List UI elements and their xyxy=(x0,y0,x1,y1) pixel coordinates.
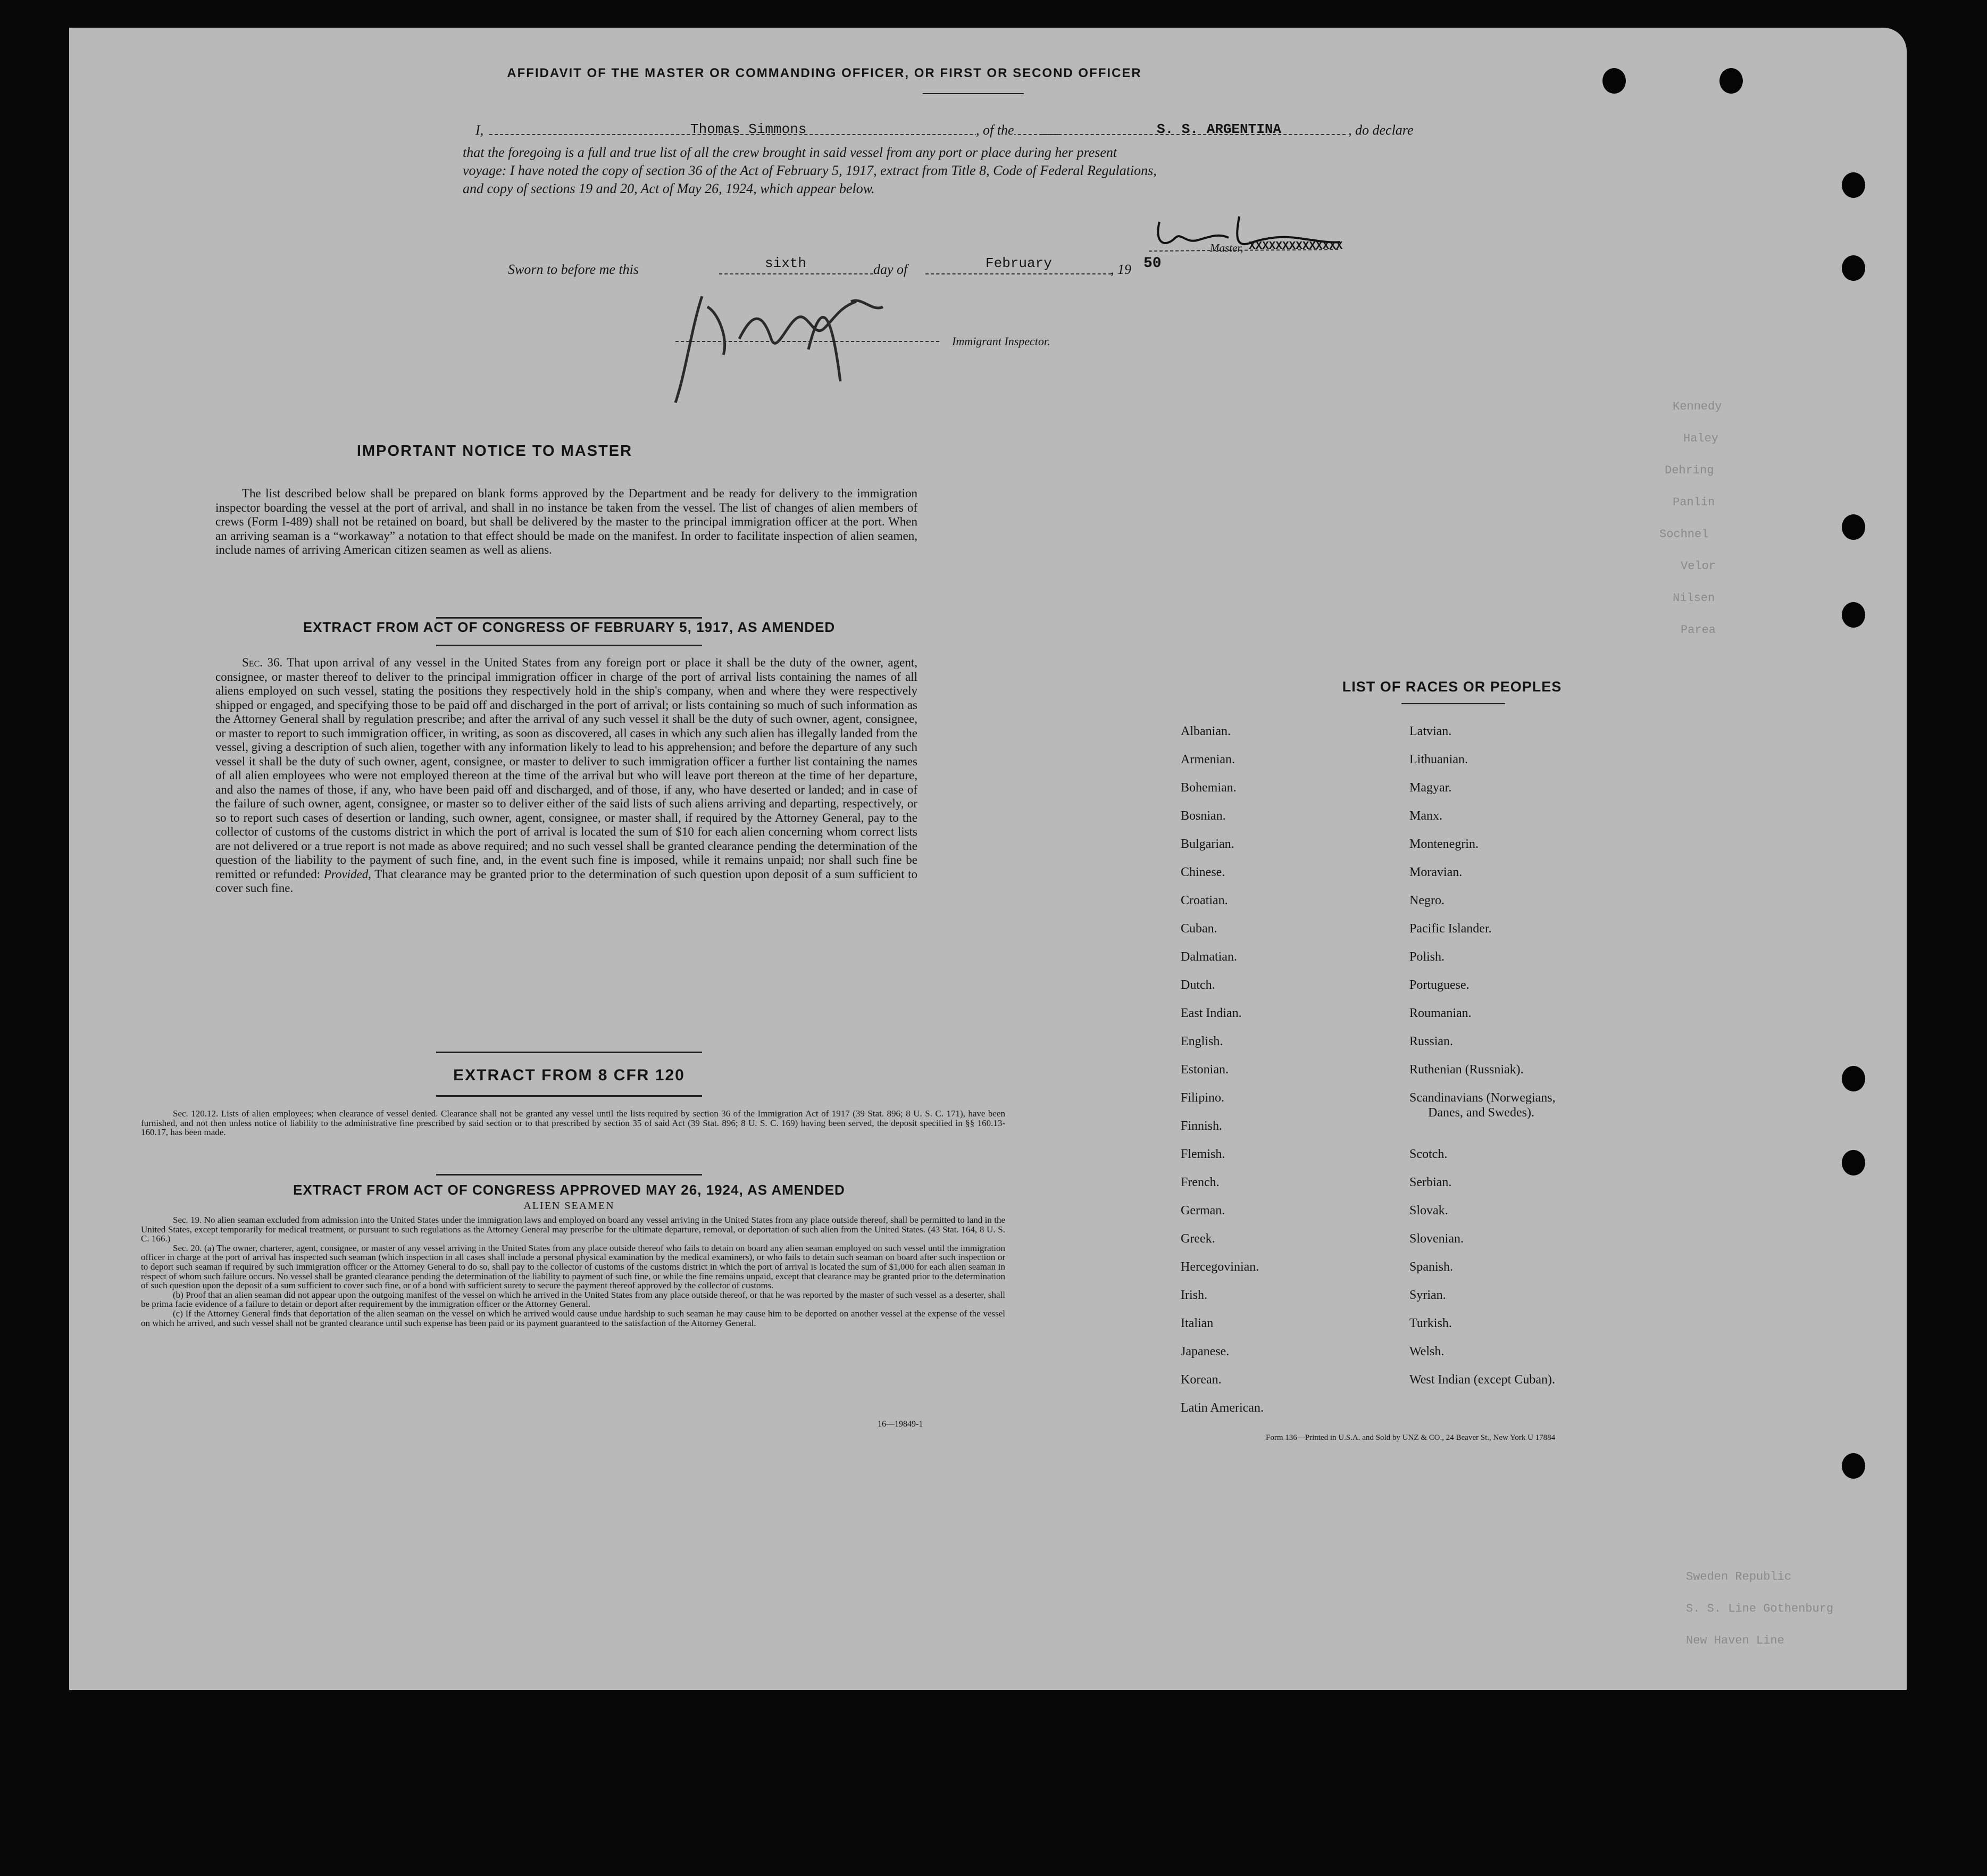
sworn-label: Sworn to before me this xyxy=(508,262,639,277)
section-rule xyxy=(436,617,702,619)
master-name: Thomas Simmons xyxy=(690,121,807,137)
race-item: Polish. xyxy=(1409,950,1445,964)
inspector-signature xyxy=(670,275,947,413)
race-item: Portuguese. xyxy=(1409,978,1470,992)
race-item: Latin American. xyxy=(1181,1401,1264,1415)
month-line xyxy=(925,273,1112,274)
race-item: English. xyxy=(1181,1035,1223,1048)
punch-hole xyxy=(1602,68,1626,94)
race-item: Ruthenian (Russniak). xyxy=(1409,1063,1524,1077)
punch-hole xyxy=(1842,514,1865,540)
punch-hole xyxy=(1842,1150,1865,1175)
race-item: Hercegovinian. xyxy=(1181,1260,1259,1274)
affidavit-body: that the foregoing is a full and true list of all the crew brought in said vessel from any port or place during her present voyage: I have noted the copy of section 36 of the Act of February 5, 1917, extract from Title 8, Code of Federal Regulations, and copy of sections 19 and 20, Act of May 26, 1924, which appear below. xyxy=(463,145,1157,196)
race-item: Cuban. xyxy=(1181,922,1217,936)
race-item: Armenian. xyxy=(1181,753,1235,766)
race-item: Italian xyxy=(1181,1316,1214,1330)
extract-1924-text xyxy=(141,1215,1005,1328)
section-rule xyxy=(436,645,702,646)
title-rule xyxy=(923,93,1024,94)
race-item: Russian. xyxy=(1409,1035,1454,1048)
race-item: Welsh. xyxy=(1409,1345,1445,1358)
race-item: Spanish. xyxy=(1409,1260,1454,1274)
race-item: Croatian. xyxy=(1181,894,1228,907)
extract-1917-title: EXTRACT FROM ACT OF CONGRESS OF FEBRUARY 5, 1917, AS AMENDED xyxy=(303,619,836,635)
race-item: Latvian. xyxy=(1409,724,1452,738)
day-line xyxy=(719,273,873,274)
master-label: Master, xyxy=(1210,241,1243,254)
race-item: Bulgarian. xyxy=(1181,837,1234,851)
month-value: February xyxy=(986,255,1052,271)
day-value: sixth xyxy=(765,255,807,271)
race-item: Korean. xyxy=(1181,1373,1222,1387)
affidavit-title: AFFIDAVIT OF THE MASTER OR COMMANDING OFFICER, OR FIRST OR SECOND OFFICER xyxy=(507,66,1142,80)
form-code: 16—19849-1 xyxy=(878,1420,923,1429)
day-of-label: day of xyxy=(873,262,908,277)
race-item: German. xyxy=(1181,1204,1225,1218)
punch-hole xyxy=(1842,1453,1865,1479)
year-value: 50 xyxy=(1143,255,1162,272)
extract-cfr-text: Sec. 120.12. Lists of alien employees; when clearance of vessel denied. Clearance shall not be granted any vessel until the lists required by section 36 of the Immigration Act of 1917 (39 Stat. 896; 8 U. S. C. 171), have been furnished, and not then unless notice of liability to the administrative fine prescribed by said section or to that prescribed by section 35 of said Act (39 Stat. 896; 8 U. S. C. 169) having been served, the deposit specified in §§ 160.13-160.17, has been made. xyxy=(141,1108,1005,1138)
race-item: Turkish. xyxy=(1409,1316,1452,1330)
extract-1917-text: Sec. 36. That upon arrival of any vessel in the United States from any foreign port or place it shall be the duty of the owner, agent, consignee, or master thereof to deliver to the principal immigration officer in charge of the port of arrival lists containing the names of all aliens employed on such vessel, stating the positions they respectively hold in the ship's company, when and where they were respectively shipped or engaged, and specifying those to be paid off and discharged in the port of arrival; or lists containing so much of such information as the Attorney General shall by regulation prescribe; and after the arrival of any such vessel it shall be the duty of such owner, agent, consignee, or master to report to such immigration officer, in writing, as soon as discovered, all cases in which any such alien has illegally landed from the vessel, giving a description of such alien, together with any information likely to lead to his apprehension; and before the departure of any such vessel it shall be the duty of such owner, agent, consignee, or master to deliver to such immigration officer a further list containing the names of all alien employees who were not employed thereon at the time of the arrival but who will leave port thereon at the time of her departure, and also the names of those, if any, who have been paid off and discharged, and of those, if any, who have deserted or landed; and in case of the failure of such owner, agent, consignee, or master so to deliver either of the said lists of such aliens arriving and departing, respectively, or so to report such cases of desertion or landing, such owner, agent, consignee, or master shall, if required by the Attorney General, pay to the collector of customs of the customs district in which the port of arrival is located the sum of $10 for each alien concerning whom correct lists are not delivered or a true report is not made as above required; and no such vessel shall be granted clearance pending the determination of the question of the liability to the payment of such fine, and, in the event such fine is imposed, while it remains unpaid; nor shall such fine be remitted or refunded: Provided, That clearance may be granted prior to the determination of such question upon deposit of a sum sufficient to cover such fine. xyxy=(215,656,917,895)
master-struck-title: XXXXXXXXXXXXXX xyxy=(1249,240,1343,253)
sec-20a-text: Sec. 20. (a) The owner, charterer, agent, consignee, or master of any vessel arriving in the United States from any place outside thereof who fails to detain on board any alien seaman employed on such vessel until the immigration officer in charge at the port of arrival has inspected such seaman (which inspection in all cases shall include a personal physical examination by the medical examiners), or who fails to detain such seaman on board after such inspection or to deport such seaman if required by such immigration officer or the Attorney General to do so, shall pay to the collector of customs of the customs district in which the port of arrival is located the sum of $1,000 for each alien seaman in respect of whom such failure occurs. No vessel shall be granted clearance pending the determination of the liability to payment of such fine, or while the fine remains unpaid, except that clearance may be granted prior to the determination of such question upon the deposit of a sum sufficient to cover such fine, or of a bond with sufficient surety to secure the payment thereof approved by the collector of customs. xyxy=(141,1243,1005,1291)
race-item: Irish. xyxy=(1181,1288,1207,1302)
extract-cfr-title: EXTRACT FROM 8 CFR 120 xyxy=(453,1066,685,1084)
races-rule xyxy=(1401,703,1505,704)
affidavit-pronoun: I, xyxy=(475,122,484,138)
race-item: Dutch. xyxy=(1181,978,1215,992)
race-item: Moravian. xyxy=(1409,865,1463,879)
race-item: Serbian. xyxy=(1409,1175,1452,1189)
of-the-label: , of the xyxy=(976,122,1014,138)
race-item: Syrian. xyxy=(1409,1288,1446,1302)
race-item: Greek. xyxy=(1181,1232,1215,1246)
punch-hole xyxy=(1842,172,1865,198)
do-declare-label: , do declare xyxy=(1348,122,1414,138)
inspector-label: Immigrant Inspector. xyxy=(952,335,1050,348)
document-page: Kennedy Haley Dehring Panlin Sochnel Velor Nilsen Parea Sweden Republic S. S. Line Gothenburg New Haven Line AFFIDAVIT OF THE MASTER OR COMMANDING OFFICER, OR FIRST OR SECOND OFFICER I, Thomas Simmons , of the S. S. ARGENTINA , do declare that the foregoing is a full and true list of all the crew brought in said vessel from any port or place during her present voyage: I have noted the copy of section 36 of the Act of February 5, 1917, extract from Title 8, Code of Federal Regulations, and copy of sections 19 and 20, Act of May 26, 1924, which appear below. Master, XXXXXXXXXXXXXX Sworn to before me this sixth day of February , 19 50 Immigrant Inspector. IMPORTANT NOTICE TO MASTER The list described below shall be prepared on blank forms approved by the Department and be ready for delivery to the immigration inspector boarding the vessel at the port of arrival, and shall in no instance be taken from the vessel. The list of changes of alien members of crews (Form I-489) shall not be retained on board, but shall be delivered by the master to the principal immigration officer at the port. When an arriving seaman is a “workaway” a notation to that effect should be made on the manifest. In order to facilitate inspection of alien seamen, include names of arriving American citizen seamen as well as aliens. EXTRACT FROM ACT OF CONGRESS OF FEBRUARY 5, 1917, AS AMENDED Sec. 36. That upon arrival of any vessel in the United States from any foreign port or place it shall be the duty of the owner, agent, consignee, or master thereof to deliver to the principal immigration officer in charge of the port of arrival lists containing the names of all aliens employed on such vessel, stating the positions they respectively hold in the ship's company, when and where they were respectively shipped or engaged, and specifying those to be paid off and discharged in the port of arrival; or lists containing so much of such information as the Attorney General shall by regulation prescribe; and after the arrival of any such vessel it shall be the duty of such owner, agent, consignee, or master to report to such immigration officer, in writing, as soon as discovered, all cases in which any such alien has illegally landed from the vessel, giving a description of such alien, together with any information likely to lead to his apprehension; and before the departure of any such vessel it shall be the duty of such owner, agent, consignee, or master to deliver to such immigration officer a further list containing the names of all alien employees who were not employed thereon at the time of the arrival but who will leave port thereon at the time of her departure, and also the names of those, if any, who have been paid off and discharged, and of those, if any, who have deserted or landed; and in case of the failure of such owner, agent, consignee, or master so to deliver either of the said lists of such aliens arriving and departing, respectively, or so to report such cases of desertion or landing, such owner, agent, consignee, or master shall, if required by the Attorney General, pay to the collector of customs of the customs district in which the port of arrival is located the sum of $10 for each alien concerning whom correct lists are not delivered or a true report is not made as above required; and no such vessel shall be granted clearance pending the determination of the question of the liability to the payment of such fine, and, in the event such fine is imposed, while it remains unpaid; nor shall such fine be remitted or refunded: Provided, That clearance may be granted prior to the determination of such question upon deposit of a sum sufficient to cover such fine. EXTRACT FROM 8 CFR 120 Sec. 120.12. Lists of alien employees; when clearance of vessel denied. Clearance shall not be granted any vessel until the lists required by section 36 of the Immigration Act of 1917 (39 Stat. 896; 8 U. S. C. 171), have been furnished, and not then unless notice of liability to the administrative fine prescribed by said section or to that prescribed by section 35 of said Act (39 Stat. 896; 8 U. S. C. 169) having been served, the deposit specified in §§ 160.13-160.17, has been made. EXTRACT FROM ACT OF CONGRESS APPROVED MAY 26, 1924, AS AMENDED ALIEN SEAMEN Sec. 19. No alien seaman excluded from admission into the United States under the immigration laws and employed on board any vessel arriving in the United States from any place outside thereof, shall be permitted to land in the United States, except temporarily for medical treatment, or pursuant to such regulations as the Attorney General may prescribe for the ultimate departure, removal, or deportation of such alien from the United States. (43 Stat. 164, 8 U. S. C. 166.) Sec. 20. (a) The owner, charterer, agent, consignee, or master of any vessel arriving in the United States from any place outside thereof who fails to detain on board any alien seaman employed on such vessel until the immigration officer in charge at the port of arrival has inspected such seaman (which inspection in all cases shall include a personal physical examination by the medical examiners), or who fails to detain such seaman on board after such inspection or to deport such seaman if required by such immigration officer or the Attorney General to do so, shall pay to the collector of customs of the customs district in which the port of arrival is located the sum of $1,000 for each alien seaman in respect of whom such failure occurs. No vessel shall be granted clearance pending the determination of the liability to payment of such fine, or while the fine remains unpaid, except that clearance may be granted prior to the determination of such question upon the deposit of a sum sufficient to cover such fine, or of a bond with sufficient surety to secure the payment thereof approved by the collector of customs. (b) Proof that an alien seaman did not appear upon the outgoing manifest of the vessel on which he arrived in the United States from any place outside thereof, or that he was reported by the master of such vessel as a deserter, shall be prima facie evidence of a failure to detain or deport after requirement by the immigration officer or the Attorney General. (c) If the Attorney General finds that deportation of the alien seaman on the vessel on which he arrived would cause undue hardship to such seaman he may cause him to be deported on another vessel at the expense of the vessel on which he arrived, and such vessel shall not be granted clearance until such expense has been paid or its payment guaranteed to the satisfaction of the Attorney General. 16—19849-1 LIST OF RACES OR PEOPLES Albanian. Armenian. Bohemian. Bosnian. Bulgarian. Chinese. Croatian. Cuban. Dalmatian. Dutch. East Indian. English. Estonian. Filipino. Finnish. Flemish. French. German. Greek. Hercegovinian. Irish. Italian Japanese. Korean. Latin American. Latvian. Lithuanian. Magyar. Manx. Montenegrin. Moravian. Negro. Pacific Islander. Polish. Portuguese. Roumanian. Russian. Ruthenian (Russniak). Scandinavians (Norwegians, Danes, and Swedes). Scotch. Serbian. Slovak. Slovenian. Spanish. Syrian. Turkish. Welsh. West Indian (except Cuban). Form 136—Printed in U.S.A. and Sold by UNZ & CO., 24 Beaver St., New York U 17884 xyxy=(69,28,1907,1690)
vessel-name: S. S. ARGENTINA xyxy=(1157,121,1282,137)
race-item: Bosnian. xyxy=(1181,809,1226,823)
race-item: Slovak. xyxy=(1409,1204,1448,1218)
year-prefix: , 19 xyxy=(1111,262,1131,277)
race-item: Scotch. xyxy=(1409,1147,1448,1161)
race-item: Estonian. xyxy=(1181,1063,1229,1077)
section-rule xyxy=(436,1095,702,1097)
race-item: Pacific Islander. xyxy=(1409,922,1492,936)
races-title: LIST OF RACES OR PEOPLES xyxy=(1342,679,1562,695)
punch-hole xyxy=(1842,602,1865,628)
race-item: Lithuanian. xyxy=(1409,753,1468,766)
race-item: West Indian (except Cuban). xyxy=(1409,1373,1555,1387)
sec-20b-text: (b) Proof that an alien seaman did not appear upon the outgoing manifest of the vessel on which he arrived in the United States from any place outside thereof, or that he was reported by the master of such vessel as a deserter, shall be prima facie evidence of a failure to detain or deport after requirement by the immigration officer or the Attorney General. xyxy=(141,1289,1005,1310)
race-item: Roumanian. xyxy=(1409,1006,1472,1020)
punch-hole xyxy=(1842,255,1865,281)
race-item: Finnish. xyxy=(1181,1119,1223,1133)
race-item: Magyar. xyxy=(1409,781,1452,795)
race-item: Albanian. xyxy=(1181,724,1231,738)
notice-text: The list described below shall be prepared on blank forms approved by the Department and be ready for delivery to the immigration inspector boarding the vessel at the port of arrival, and shall in no instance be taken from the vessel. The list of changes of alien members of crews (Form I-489) shall not be retained on board, but shall be delivered by the master to the principal immigration officer at the port. When an arriving seaman is a “workaway” a notation to that effect should be made on the manifest. In order to facilitate inspection of alien seamen, include names of arriving American citizen seamen as well as aliens. xyxy=(215,487,917,556)
race-item: Manx. xyxy=(1409,809,1442,823)
race-item: Negro. xyxy=(1409,894,1445,907)
extract-1924-subtitle: ALIEN SEAMEN xyxy=(523,1200,615,1212)
printer-imprint: Form 136—Printed in U.S.A. and Sold by UNZ & CO., 24 Beaver St., New York U 17884 xyxy=(1266,1433,1556,1442)
race-item: Dalmatian. xyxy=(1181,950,1237,964)
race-item: Japanese. xyxy=(1181,1345,1230,1358)
race-item: Bohemian. xyxy=(1181,781,1237,795)
race-item: Flemish. xyxy=(1181,1147,1225,1161)
sec-19-text: Sec. 19. No alien seaman excluded from admission into the United States under the immigration laws and employed on board any vessel arriving in the United States from any place outside thereof, shall be permitted to land in the United States, except temporarily for medical treatment, or pursuant to such regulations as the Attorney General may prescribe for the ultimate departure, removal, or deportation of such alien from the United States. (43 Stat. 164, 8 U. S. C. 166.) xyxy=(141,1215,1005,1244)
race-item: Chinese. xyxy=(1181,865,1225,879)
section-rule xyxy=(436,1052,702,1053)
race-item: Danes, and Swedes). xyxy=(1428,1106,1534,1120)
race-item: Montenegrin. xyxy=(1409,837,1479,851)
race-item: Scandinavians (Norwegians, xyxy=(1409,1091,1556,1105)
punch-hole xyxy=(1842,1066,1865,1091)
race-item: French. xyxy=(1181,1175,1220,1189)
section-rule xyxy=(436,1174,702,1175)
notice-title: IMPORTANT NOTICE TO MASTER xyxy=(356,443,633,460)
sec-20c-text: (c) If the Attorney General finds that deportation of the alien seaman on the vessel on which he arrived would cause undue hardship to such seaman he may cause him to be deported on another vessel at the expense of the vessel on which he arrived, and such vessel shall not be granted clearance until such expense has been paid or its payment guaranteed to the satisfaction of the Attorney General. xyxy=(141,1308,1005,1328)
master-signature xyxy=(1143,201,1346,264)
race-item: Filipino. xyxy=(1181,1091,1225,1105)
punch-hole xyxy=(1719,68,1743,94)
race-item: East Indian. xyxy=(1181,1006,1242,1020)
section-label: Sec. 36. xyxy=(242,656,283,669)
race-item: Slovenian. xyxy=(1409,1232,1464,1246)
extract-1924-title: EXTRACT FROM ACT OF CONGRESS APPROVED MAY 26, 1924, AS AMENDED xyxy=(293,1182,845,1198)
